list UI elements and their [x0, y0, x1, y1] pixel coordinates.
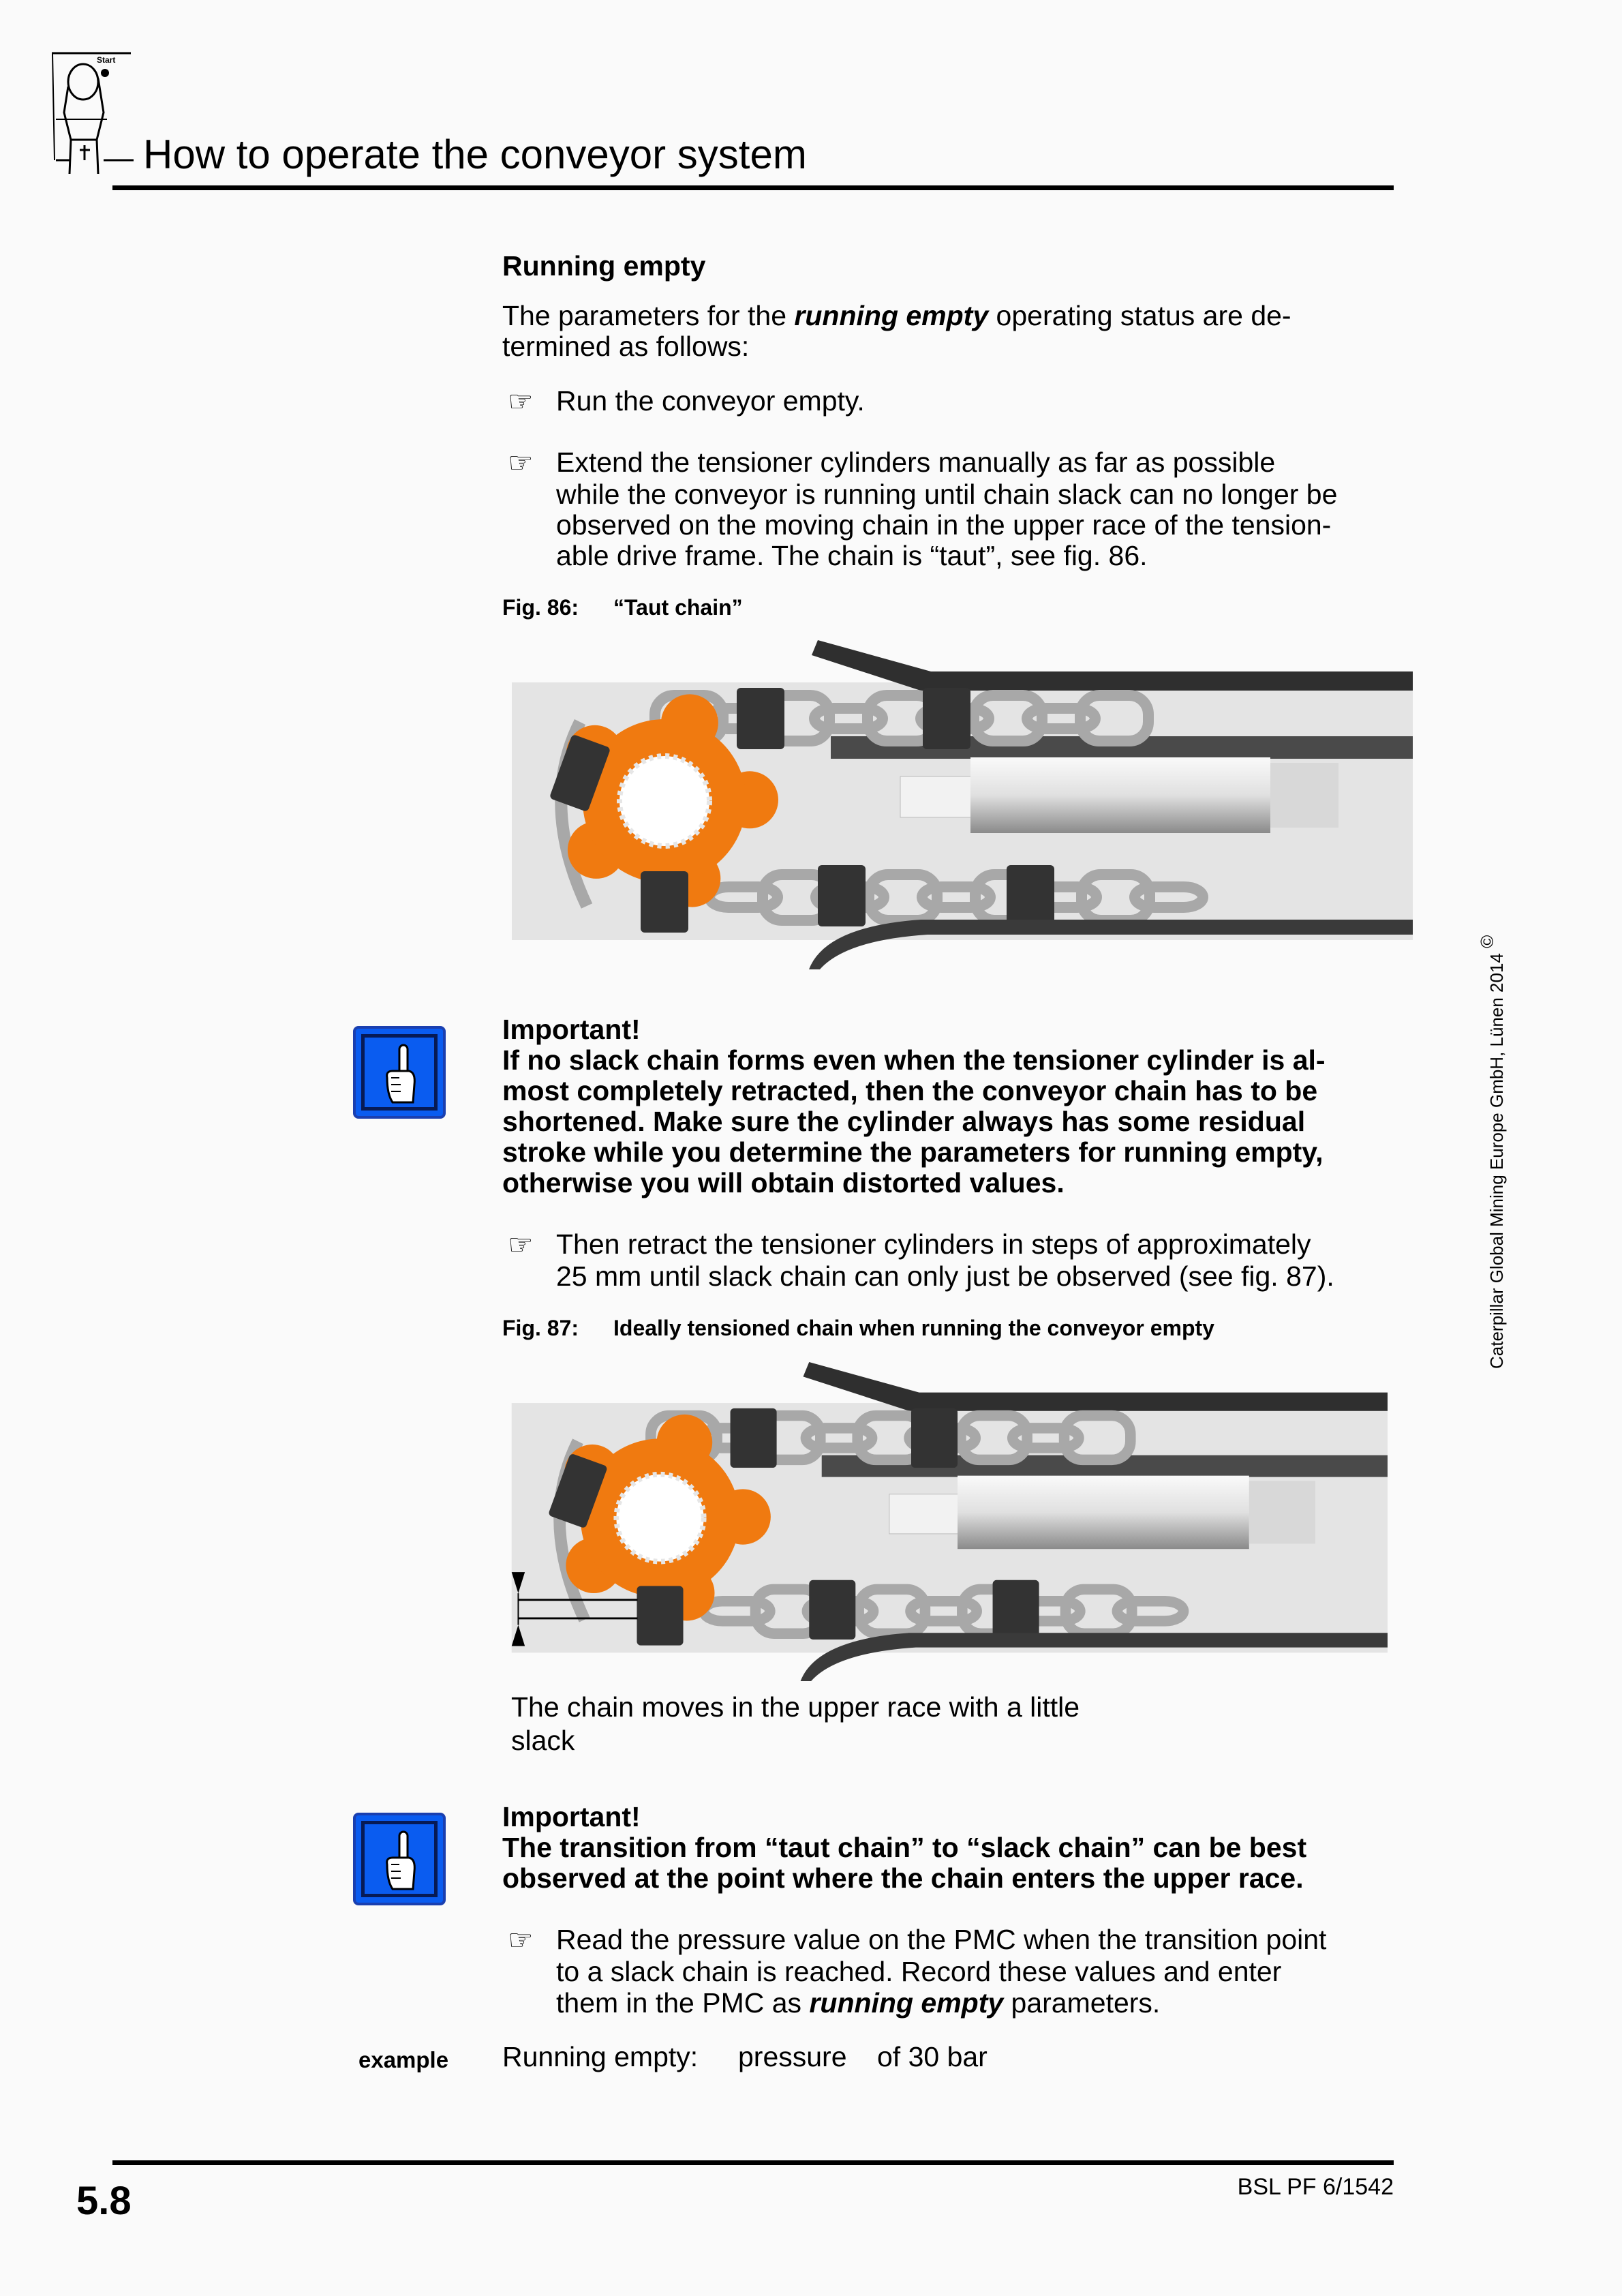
step-run-empty: Run the conveyor empty.	[556, 385, 865, 417]
tensioner-cylinder	[958, 1476, 1249, 1550]
scraper-flight	[637, 1586, 683, 1645]
logo-start-label: Start	[97, 55, 116, 65]
tensioner-cylinder	[970, 757, 1270, 833]
pointing-hand-icon	[382, 1830, 423, 1893]
pointing-finger-bullet-icon: ☞	[508, 1923, 534, 1957]
fig86-title: “Taut chain”	[613, 595, 743, 620]
fig86-taut-chain-illustration	[505, 640, 1413, 969]
fig87-number: Fig. 87:	[502, 1316, 579, 1340]
sprocket-hub	[619, 756, 709, 846]
pointing-finger-bullet-icon: ☞	[508, 1228, 534, 1261]
fig87-title: Ideally tensioned chain when running the conveyor empty	[613, 1316, 1214, 1340]
scraper-flight	[731, 1408, 777, 1468]
note2-line: observed at the point where the chain enters the upper race.	[502, 1862, 1304, 1894]
note1-line: stroke while you determine the parameters for running empty,	[502, 1136, 1323, 1168]
header-rule	[112, 185, 1394, 190]
scraper-flight	[737, 688, 784, 749]
note2-title: Important!	[502, 1801, 641, 1832]
note2-line: The transition from “taut chain” to “slack chain” can be best	[502, 1832, 1307, 1863]
scraper-flight	[923, 688, 970, 749]
copyright-symbol: ©	[1477, 935, 1497, 948]
note1-line: otherwise you will obtain distorted values.	[502, 1167, 1065, 1198]
top-deflector-plate	[804, 1362, 1388, 1411]
scraper-flight	[1007, 865, 1054, 926]
fig87-caption-line: slack	[511, 1725, 575, 1756]
section-heading: Running empty	[502, 250, 706, 282]
intro-paragraph-cont: termined as follows:	[502, 331, 750, 362]
scraper-flight	[641, 871, 688, 933]
intro-text: operating status are de-	[988, 300, 1291, 331]
step-extend-line: while the conveyor is running until chain slack can no longer be	[556, 479, 1338, 510]
cylinder-rod	[900, 776, 975, 817]
step-extend-line: observed on the moving chain in the upper race of the tension-	[556, 509, 1332, 541]
step-extend-line: Extend the tensioner cylinders manually as far as possible	[556, 447, 1276, 478]
step-extend-line: able drive frame. The chain is “taut”, see fig. 86.	[556, 540, 1148, 571]
example-text: Running empty:	[502, 2041, 699, 2072]
intro-text: The parameters for the	[502, 300, 795, 331]
example-label: example	[358, 2047, 449, 2072]
intro-paragraph	[502, 301, 1291, 331]
footer-rule	[112, 2160, 1394, 2165]
example-pressure-value: of 30 bar	[877, 2041, 988, 2072]
scraper-flight	[809, 1580, 855, 1640]
document-id: BSL PF 6/1542	[1237, 2174, 1394, 2200]
important-note-icon	[353, 1026, 446, 1119]
step-emphasis: running empty	[809, 1987, 1004, 2019]
page-title: How to operate the conveyor system	[143, 132, 807, 177]
note1-line: If no slack chain forms even when the tensioner cylinder is al-	[502, 1044, 1326, 1076]
cylinder-end	[1270, 763, 1338, 828]
note1-title: Important!	[502, 1014, 641, 1045]
pointing-finger-bullet-icon: ☞	[508, 384, 534, 418]
bottom-deflector-plate	[801, 1633, 1388, 1681]
fig86-number: Fig. 86:	[502, 595, 579, 620]
page-number: 5.8	[76, 2179, 132, 2223]
step-text: parameters.	[1003, 1987, 1161, 2019]
step-read-pressure-line: to a slack chain is reached. Record these values and enter	[556, 1956, 1282, 1987]
pointing-hand-icon	[382, 1044, 423, 1106]
fig87-ideal-tension-illustration	[505, 1362, 1388, 1681]
fig87-caption-line: The chain moves in the upper race with a little	[511, 1691, 1080, 1723]
intro-emphasis: running empty	[794, 300, 989, 331]
top-deflector-plate	[812, 640, 1413, 691]
step-read-pressure-line: Read the pressure value on the PMC when the transition point	[556, 1924, 1327, 1955]
step-retract-line: 25 mm until slack chain can only just be observed (see fig. 87).	[556, 1260, 1334, 1292]
operator-logo	[49, 51, 134, 181]
copyright-text: Caterpillar Global Mining Europe GmbH, Lünen 2014	[1486, 953, 1507, 1369]
sprocket-hub	[616, 1475, 703, 1562]
important-note-icon	[353, 1813, 446, 1905]
operator-start-icon	[49, 51, 134, 181]
step-text: them in the PMC as	[556, 1987, 810, 2019]
cylinder-end	[1249, 1481, 1315, 1543]
cylinder-rod	[889, 1494, 962, 1534]
step-retract-line: Then retract the tensioner cylinders in steps of approximately	[556, 1228, 1311, 1260]
bottom-deflector-plate	[809, 920, 1413, 969]
note1-line: shortened. Make sure the cylinder always has some residual	[502, 1106, 1306, 1137]
example-pressure-label: pressure	[738, 2041, 847, 2072]
scraper-flight	[911, 1408, 958, 1468]
scraper-flight	[993, 1580, 1039, 1640]
pointing-finger-bullet-icon: ☞	[508, 446, 534, 479]
step-read-pressure-line	[556, 1988, 1160, 2019]
scraper-flight	[818, 865, 866, 926]
note1-line: most completely retracted, then the conveyor chain has to be	[502, 1075, 1318, 1106]
copyright-notice	[1477, 935, 1508, 1369]
